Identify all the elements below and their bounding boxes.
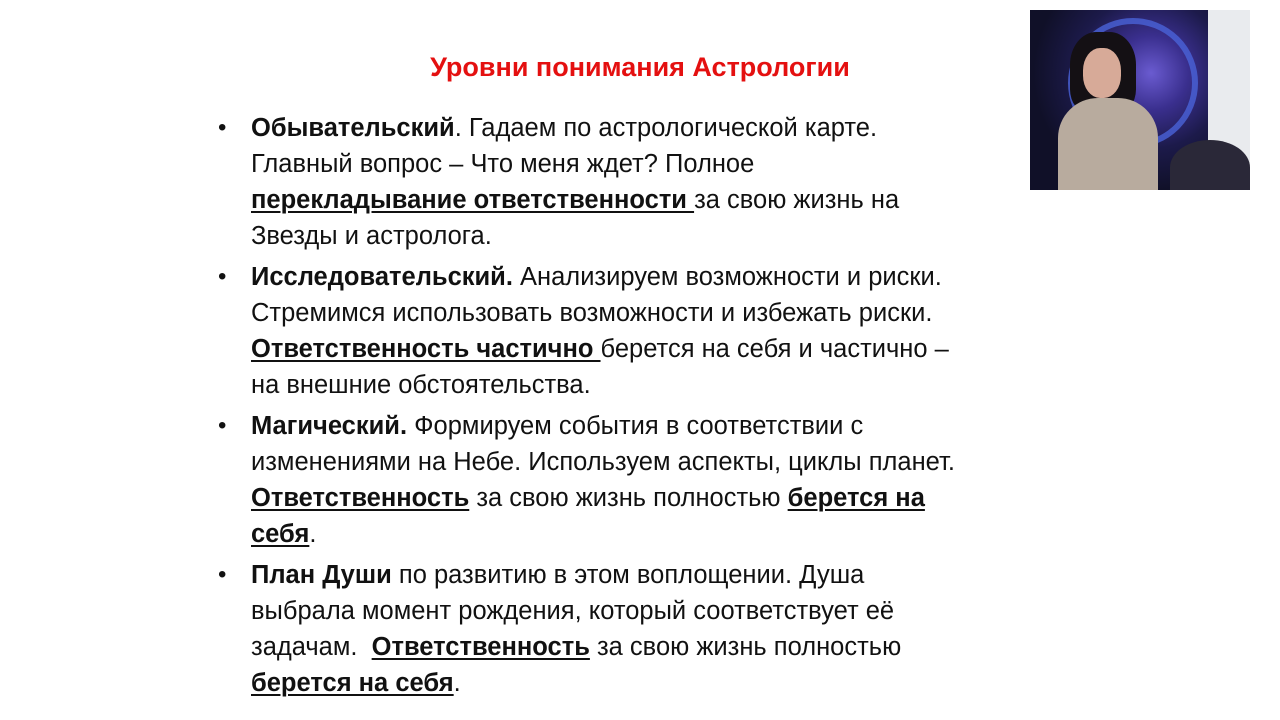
body-text: берется на себя и частично – <box>600 335 949 363</box>
emphasis-text: перекладывание ответственности <box>251 186 695 214</box>
body-text: Главный вопрос – Что меня ждет? Полное <box>251 150 755 178</box>
text-line <box>251 444 1038 480</box>
text-line <box>251 629 1038 665</box>
emphasis-text: Ответственность частично <box>251 335 601 363</box>
emphasis-text: Ответственность <box>371 633 590 661</box>
text-line <box>251 408 1038 444</box>
body-text: за свою жизнь полностью <box>469 484 788 512</box>
emphasis-text: Обывательский <box>251 114 455 142</box>
emphasis-text: берется на <box>787 484 925 512</box>
list-item <box>218 408 1038 552</box>
presenter-webcam-video <box>1030 10 1250 190</box>
text-line <box>251 146 1038 182</box>
body-text: Формируем события в соответствии с <box>407 412 864 440</box>
crystal-table <box>1170 140 1250 190</box>
emphasis-text: Ответственность <box>251 484 470 512</box>
body-text: на внешние обстоятельства. <box>251 371 591 399</box>
list-item <box>218 110 1038 254</box>
list-item <box>218 259 1038 403</box>
presenter-body <box>1058 98 1158 190</box>
body-text: Анализируем возможности и риски. <box>512 263 942 291</box>
text-line <box>251 218 1038 254</box>
text-line <box>251 367 1038 403</box>
emphasis-text: План Души <box>251 561 392 589</box>
body-text: изменениями на Небе. Используем аспекты, циклы планет. <box>251 448 955 476</box>
bullet-icon: • <box>218 263 227 290</box>
bullet-icon: • <box>218 561 227 588</box>
emphasis-text: берется на себя <box>251 669 454 697</box>
emphasis-text: Исследовательский. <box>251 263 513 291</box>
text-line <box>251 110 1038 146</box>
slide-title: Уровни понимания Астрологии <box>430 52 850 82</box>
body-text: . <box>309 520 317 548</box>
body-text: . <box>453 669 461 697</box>
body-text: по развитию в этом воплощении. Душа <box>391 561 865 589</box>
emphasis-text: Магический. <box>251 412 408 440</box>
bullet-icon: • <box>218 412 227 439</box>
emphasis-text: себя <box>251 520 310 548</box>
text-line <box>251 665 1038 701</box>
body-text: задачам. <box>251 633 372 661</box>
bullet-list <box>218 110 1038 706</box>
body-text: за свою жизнь на <box>694 186 900 214</box>
text-line <box>251 557 1038 593</box>
presenter-face <box>1083 48 1121 98</box>
body-text: за свою жизнь полностью <box>589 633 902 661</box>
list-item <box>218 557 1038 701</box>
bullet-icon: • <box>218 114 227 141</box>
text-line <box>251 295 1038 331</box>
text-line <box>251 331 1038 367</box>
text-line <box>251 593 1038 629</box>
body-text: выбрала момент рождения, который соответствует её <box>251 597 895 625</box>
text-line <box>251 480 1038 516</box>
body-text: Звезды и астролога. <box>251 222 492 250</box>
body-text: . Гадаем по астрологической карте. <box>454 114 878 142</box>
body-text: Стремимся использовать возможности и избежать риски. <box>251 299 933 327</box>
text-line <box>251 516 1038 552</box>
text-line <box>251 182 1038 218</box>
text-line <box>251 259 1038 295</box>
